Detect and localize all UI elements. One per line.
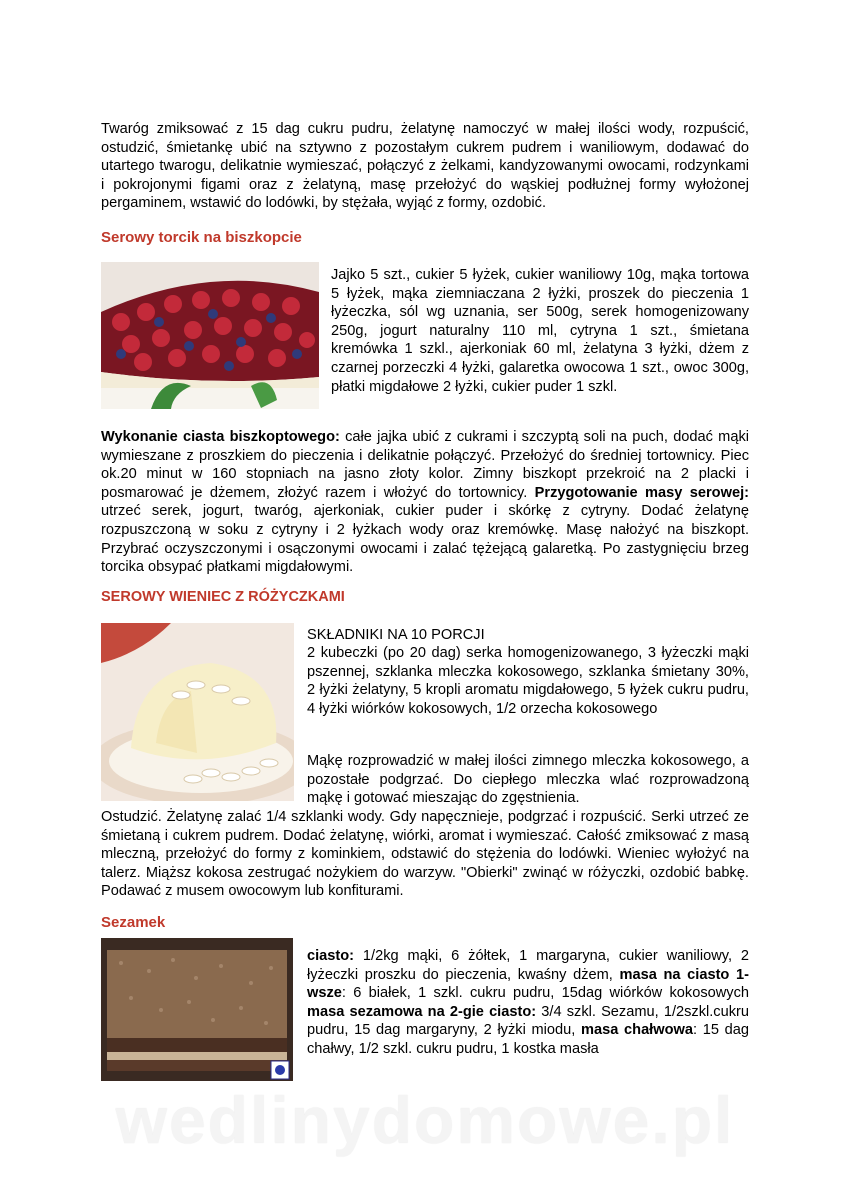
watermark: wedlinydomowe.pl (115, 1083, 735, 1157)
recipe-title-sezamek: Sezamek (101, 914, 166, 931)
recipe3-text-sezamowa: 3/4 szkl. Sezamu, 1/2szkl.cukru pudru, 15 dag margaryny, 2 łyżki miodu, (307, 1003, 749, 1039)
recipe1-method-label: Wykonanie ciasta biszkoptowego: (101, 429, 340, 445)
recipe3-label-sezamowa: masa sezamowa na 2-gie ciasto: (307, 1003, 537, 1020)
recipe1-method-text: całe jajka ubić z cukrami i szczyptą soli na puch, dodać mąki wymieszane z proszkiem do pieczenia i delikatnie połączyć. Przełożyć do średniej tortownicy. Piec ok.20 minut w 160 stopniach na jasno złoty kolor. Zimny biszkopt przekroić na 2 placki i posmarować je dżemem, złożyć razem i włożyć do tortownicy. (101, 429, 749, 501)
recipe3-text-ciasto: 1/2kg mąki, 6 żółtek, 1 margaryna, cukier waniliowy, 2 łyżeczki proszku do pieczenia, kwaśny dżem, (307, 948, 749, 983)
cheesecake-photo (101, 262, 319, 409)
recipe2-portions: SKŁADNIKI NA 10 PORCJI (307, 627, 485, 643)
coconut-wreath-illustration (101, 623, 294, 801)
recipe-title-serowy-torcik: Serowy torcik na biszkopcie (101, 229, 302, 246)
sezamek-cake-photo (101, 938, 293, 1081)
recipe2-method-part2: Ostudzić. Żelatynę zalać 1/4 szklanki wody. Gdy napęcznieje, podgrzać i rozpuścić. Serki utrzeć ze śmietaną i cukrem pudrem. Dodać żelatynę, wiórki, aromat i wymieszać. Całość zmiksować z masą mleczną, przełożyć do formy z kominkiem, odstawić do stężenia do lodówki. Wieniec wyłożyć na talerz. Miąższ kokosa zestrugać nożykiem do warzyw. "Obierki" zwinąć w różyczki, ozdobić babkę. Podawać z musem owocowym lub konfiturami. (101, 809, 749, 900)
recipe3-ingredients (307, 947, 749, 1059)
recipe1-method (101, 428, 749, 577)
recipe3-label-chalwowa: masa chałwowa (581, 1022, 693, 1039)
recipe1-cheese-text: utrzeć serek, jogurt, twaróg, ajerkoniak, cukier puder i skórkę z cytryny. Dodać żelatynę rozpuszczoną w soku z cytryny i 2 łyżkach wody oraz kremówkę. Masę nałożyć na biszkopt. Przybrać oczyszczonymi i osączonymi owocami i zalać tężejącą galaretką. Po zastygnięciu brzeg torcika obsypać płatkami migdałowymi. (101, 503, 749, 576)
coconut-wreath-photo (101, 623, 294, 801)
recipe1-cheese-label: Przygotowanie masy serowej: (534, 484, 749, 501)
recipe3-label-ciasto: ciasto: (307, 948, 355, 964)
sezamek-illustration (101, 938, 293, 1081)
intro-paragraph: Twaróg zmiksować z 15 dag cukru pudru, żelatynę namoczyć w małej ilości wody, rozpuścić, ostudzić, śmietankę ubić na sztywno z pozostałym cukrem pudrem i waniliowym, dodawać do utartego twarogu, delikatnie wymieszać, połączyć z żelkami, kandyzowanymi owocami, rodzynkami i pokrojonymi figami oraz z żelatyną, masę przełożyć do wąskiej podłużnej formy wyłożonej pergaminem, wstawić do lodówki, by stężała, wyjąć z formy, ozdobić. (101, 121, 749, 212)
recipe2-ingredients: 2 kubeczki (po 20 dag) serka homogenizowanego, 3 łyżeczki mąki pszennej, szklanka mleczka kokosowego, szklanka śmietany 30%, 2 łyżki żelatyny, 5 kropli aromatu migdałowego, 5 łyżek cukru pudru, 4 łyżki wiórków kokosowych, 1/2 orzecha kokosowego (307, 645, 749, 717)
recipe3-text-chalwowa: : 15 dag chałwy, 1/2 szkl. cukru pudru, 1 kostka masła (307, 1022, 749, 1057)
recipe3-text-masa1: : 6 białek, 1 szkl. cukru pudru, 15dag wiórków kokosowych (341, 985, 749, 1002)
recipe3-label-masa1: masa na ciasto 1-wsze (307, 966, 749, 1002)
recipe-title-serowy-wieniec: SEROWY WIENIEC Z RÓŻYCZKAMI (101, 589, 345, 605)
cheesecake-illustration (101, 262, 319, 409)
recipe1-ingredients: Jajko 5 szt., cukier 5 łyżek, cukier waniliowy 10g, mąka tortowa 5 łyżek, mąka ziemniaczana 2 łyżki, proszek do pieczenia 1 łyżeczka, sól wg uznania, ser 500g, serek homogenizowany 250g, jogurt naturalny 110 ml, cytryna 1 szt., śmietana kremówka 1 szkl., ajerkoniak 60 ml, żelatyna 3 łyżki, dżem z czarnej porzeczki 4 łyżki, galaretka owocowa 1 szt., owoc 300g, płatki migdałowe 2 łyżki, cukier puder 1 szkl. (331, 267, 749, 395)
recipe2-method-part1: Mąkę rozprowadzić w małej ilości zimnego mleczka kokosowego, a pozostałe podgrzać. Do ciepłego mleczka wlać rozprowadzoną mąkę i gotować mieszając do zgęstnienia. (307, 753, 749, 807)
